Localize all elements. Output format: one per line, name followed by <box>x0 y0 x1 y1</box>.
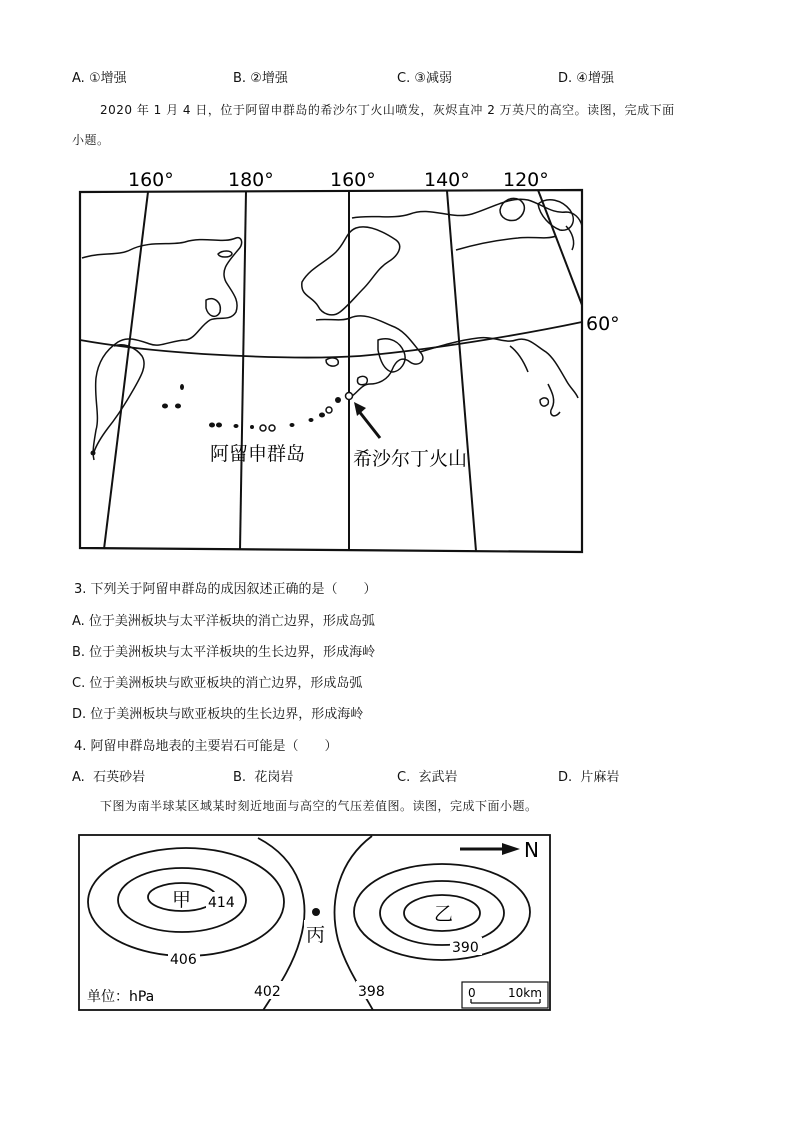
lon-label-160w: 160° <box>128 169 174 191</box>
volcano-marker <box>346 393 353 400</box>
prev-option-d[interactable]: D. ④增强 <box>558 71 614 86</box>
lon-label-140: 140° <box>424 169 470 191</box>
aleutian-islands-label: 阿留申群岛 <box>210 443 306 465</box>
volcano-arrow <box>354 402 380 438</box>
yi-label: 乙 <box>434 903 454 925</box>
isobar-390-label: 390 <box>452 940 479 956</box>
q4-option-d[interactable]: D. 片麻岩 <box>558 770 620 785</box>
bing-point <box>312 908 320 916</box>
lon-label-120: 120° <box>503 169 549 191</box>
scale-zero: 0 <box>468 986 476 1000</box>
isobar-402-label: 402 <box>254 984 281 1000</box>
lat-label-60: 60° <box>586 313 620 335</box>
prev-option-c[interactable]: C. ③减弱 <box>397 71 453 86</box>
intro1-line2: 小题。 <box>72 133 110 147</box>
q3-option-c[interactable]: C. 位于美洲板块与欧亚板块的消亡边界，形成岛弧 <box>72 676 363 691</box>
q3-stem: 3. 下列关于阿留申群岛的成因叙述正确的是（ ） <box>74 582 377 597</box>
q4-option-a[interactable]: A. 石英砂岩 <box>72 770 146 785</box>
pressure-map <box>70 825 560 1020</box>
prev-option-a[interactable]: A. ①增强 <box>72 71 127 86</box>
intro2: 下图为南半球某区域某时刻近地面与高空的气压差值图。读图，完成下面小题。 <box>100 799 538 813</box>
aleutian-map <box>60 160 640 555</box>
parallel-60 <box>80 322 582 357</box>
north-label: N <box>524 838 539 862</box>
q3-option-a[interactable]: A. 位于美洲板块与太平洋板块的消亡边界，形成岛弧 <box>72 614 375 629</box>
volcano-label: 希沙尔丁火山 <box>353 448 468 470</box>
q4-option-c[interactable]: C. 玄武岩 <box>397 770 458 785</box>
isobar-398-label: 398 <box>358 984 385 1000</box>
scale-length: 10km <box>508 986 542 1000</box>
q4-option-b[interactable]: B. 花岗岩 <box>233 770 294 785</box>
q3-option-d[interactable]: D. 位于美洲板块与欧亚板块的生长边界，形成海岭 <box>72 707 364 722</box>
q4-stem: 4. 阿留申群岛地表的主要岩石可能是（ ） <box>74 739 338 754</box>
prev-option-b[interactable]: B. ②增强 <box>233 71 288 86</box>
isobar-406-label: 406 <box>170 952 197 968</box>
coastlines <box>82 198 582 460</box>
jia-label: 甲 <box>172 889 192 911</box>
isobar-414-label: 414 <box>208 895 235 911</box>
intro1-line1: 2020 年 1 月 4 日，位于阿留申群岛的希沙尔丁火山喷发，灰烬直冲 2 万英尺的高空。读图，完成下面 <box>100 103 675 117</box>
bing-label: 丙 <box>306 924 326 946</box>
lon-label-180: 180° <box>228 169 274 191</box>
q3-option-b[interactable]: B. 位于美洲板块与太平洋板块的生长边界，形成海岭 <box>72 645 376 660</box>
lon-label-160: 160° <box>330 169 376 191</box>
unit-label: 单位：hPa <box>87 989 155 1005</box>
